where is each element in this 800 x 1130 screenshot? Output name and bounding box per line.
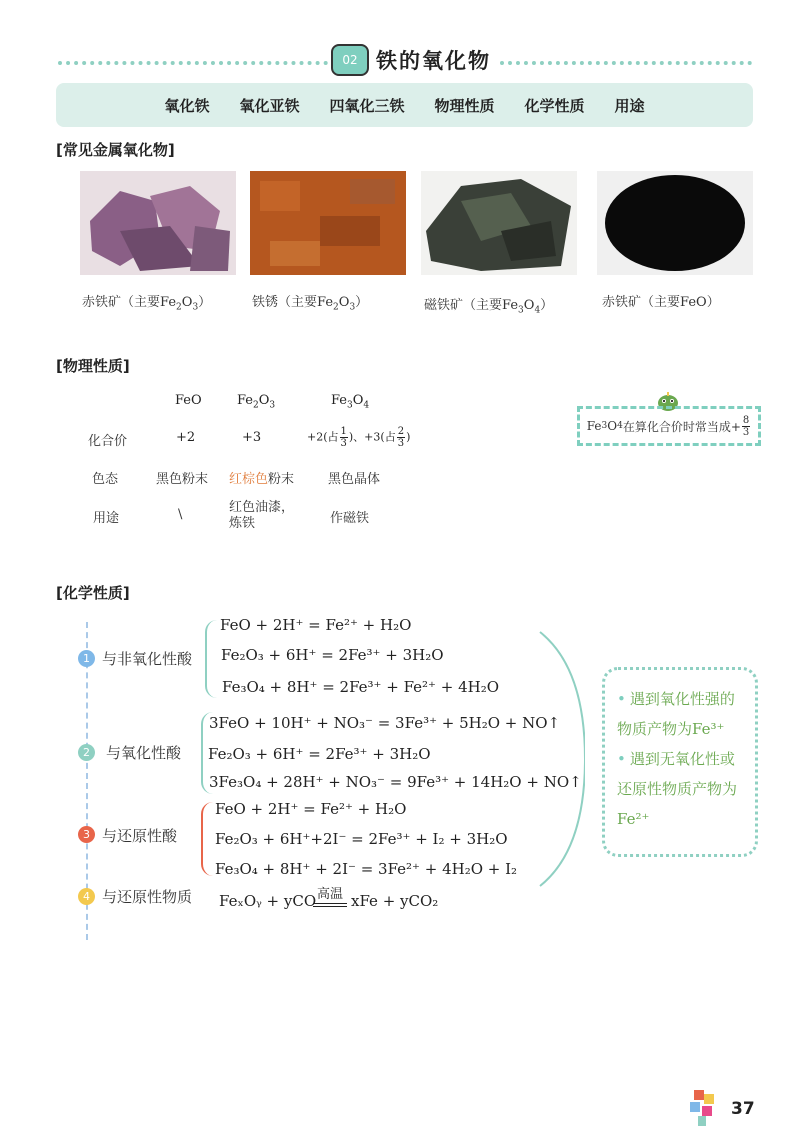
right-brace bbox=[535, 628, 585, 890]
column-header-feo: FeO bbox=[175, 393, 202, 408]
appearance-fe2o3: 红棕色粉末 bbox=[229, 472, 295, 487]
valence-fe3o4: +2(占 $\frac{1}{3}$ )、+3(占 $\frac{2}{3}$ ) bbox=[307, 426, 411, 449]
equation-1: FeO + 2H⁺ = Fe²⁺ + H₂O bbox=[220, 616, 412, 634]
header-dots-right bbox=[500, 61, 752, 65]
group-1-marker: 1 bbox=[78, 650, 95, 667]
uses-fe3o4: 作磁铁 bbox=[330, 511, 370, 526]
topic-nav-bar bbox=[56, 83, 753, 127]
caption-hematite: 赤铁矿（主要$Fe_2O_3$） bbox=[82, 295, 212, 313]
column-header-fe3o4: $Fe_3O_4$ bbox=[331, 393, 370, 411]
nav-item-ferric-oxide[interactable]: 氧化铁 bbox=[164, 96, 210, 115]
nav-item-ferrous-oxide[interactable]: 氧化亚铁 bbox=[239, 96, 300, 115]
equation-2: Fe₂O₃ + 6H⁺ = 2Fe³⁺ + 3H₂O bbox=[221, 646, 444, 664]
equation-5: Fe₂O₃ + 6H⁺ = 2Fe³⁺ + 3H₂O bbox=[208, 745, 431, 763]
nav-item-magnetite[interactable]: 四氧化三铁 bbox=[329, 96, 405, 115]
equation-10-products: xFe + yCO₂ bbox=[351, 892, 439, 910]
tip-2: • 遇到无氧化性或还原性物质产物为Fe²⁺ bbox=[617, 750, 738, 828]
caption-feo: 赤铁矿（主要FeO） bbox=[602, 295, 720, 310]
nav-item-chemical[interactable]: 化学性质 bbox=[524, 96, 585, 115]
caption-rust: 铁锈（主要$Fe_2O_3$） bbox=[252, 295, 369, 313]
uses-fe2o3: 红色油漆，炼铁 bbox=[229, 500, 295, 531]
section-title-physical: [物理性质] bbox=[56, 357, 130, 375]
reaction-condition: 高温 bbox=[313, 883, 347, 907]
nav-item-physical[interactable]: 物理性质 bbox=[434, 96, 495, 115]
group-4-marker: 4 bbox=[78, 888, 95, 905]
equation-10-reactants: FeₓOᵧ + yCO bbox=[219, 892, 317, 910]
fe3o4-valence-note: Fe 3 O 4 在算化合价时常当成+ $\frac{8}{3}$ bbox=[577, 406, 761, 446]
magnetite-image bbox=[421, 171, 577, 275]
uses-feo: \ bbox=[178, 507, 183, 522]
equation-3: Fe₃O₄ + 8H⁺ = 2Fe³⁺ + Fe²⁺ + 4H₂O bbox=[222, 678, 500, 696]
chapter-number-badge: 02 bbox=[331, 44, 369, 76]
equation-4: 3FeO + 10H⁺ + NO₃⁻ = 3Fe³⁺ + 5H₂O + NO↑ bbox=[209, 714, 561, 732]
summary-tip-box bbox=[602, 667, 758, 857]
appearance-fe3o4: 黑色晶体 bbox=[328, 472, 381, 487]
header-dots-left bbox=[58, 61, 328, 65]
group-4-label: 与还原性物质 bbox=[102, 888, 193, 906]
equation-6: 3Fe₃O₄ + 28H⁺ + NO₃⁻ = 9Fe³⁺ + 14H₂O + NO↑ bbox=[209, 773, 582, 791]
logo-icon bbox=[690, 1090, 718, 1126]
group-3-label: 与还原性酸 bbox=[102, 827, 178, 845]
caption-magnetite: 磁铁矿（主要$Fe_3O_4$） bbox=[424, 298, 554, 316]
page-number: 37 bbox=[731, 1099, 755, 1119]
tip-1: • 遇到氧化性强的物质产物为Fe³⁺ bbox=[617, 690, 735, 738]
chapter-title: 铁的氧化物 bbox=[376, 49, 491, 73]
row-label-valence: 化合价 bbox=[88, 434, 128, 449]
bracket-group-3 bbox=[201, 802, 215, 876]
equation-9: Fe₃O₄ + 8H⁺ + 2I⁻ = 3Fe²⁺ + 4H₂O + I₂ bbox=[215, 860, 518, 878]
appearance-feo: 黑色粉末 bbox=[156, 472, 209, 487]
bracket-group-1 bbox=[205, 620, 219, 698]
equation-8: Fe₂O₃ + 6H⁺+2I⁻ = 2Fe³⁺ + I₂ + 3H₂O bbox=[215, 830, 508, 848]
group-1-label: 与非氧化性酸 bbox=[102, 650, 193, 668]
section-title-common: [常见金属氧化物] bbox=[56, 141, 175, 159]
group-2-label: 与氧化性酸 bbox=[106, 744, 182, 762]
ferrous-oxide-powder-image bbox=[597, 171, 753, 275]
row-label-appearance: 色态 bbox=[92, 472, 119, 487]
valence-fe2o3: +3 bbox=[242, 430, 262, 445]
valence-feo: +2 bbox=[176, 430, 196, 445]
column-header-fe2o3: $Fe_2O_3$ bbox=[237, 393, 276, 411]
group-2-marker: 2 bbox=[78, 744, 95, 761]
hematite-image bbox=[80, 171, 236, 275]
rust-image bbox=[250, 171, 406, 275]
row-label-uses: 用途 bbox=[93, 511, 120, 526]
group-3-marker: 3 bbox=[78, 826, 95, 843]
equation-7: FeO + 2H⁺ = Fe²⁺ + H₂O bbox=[215, 800, 407, 818]
nav-item-uses[interactable]: 用途 bbox=[614, 96, 645, 115]
section-title-chemical: [化学性质] bbox=[56, 584, 130, 602]
